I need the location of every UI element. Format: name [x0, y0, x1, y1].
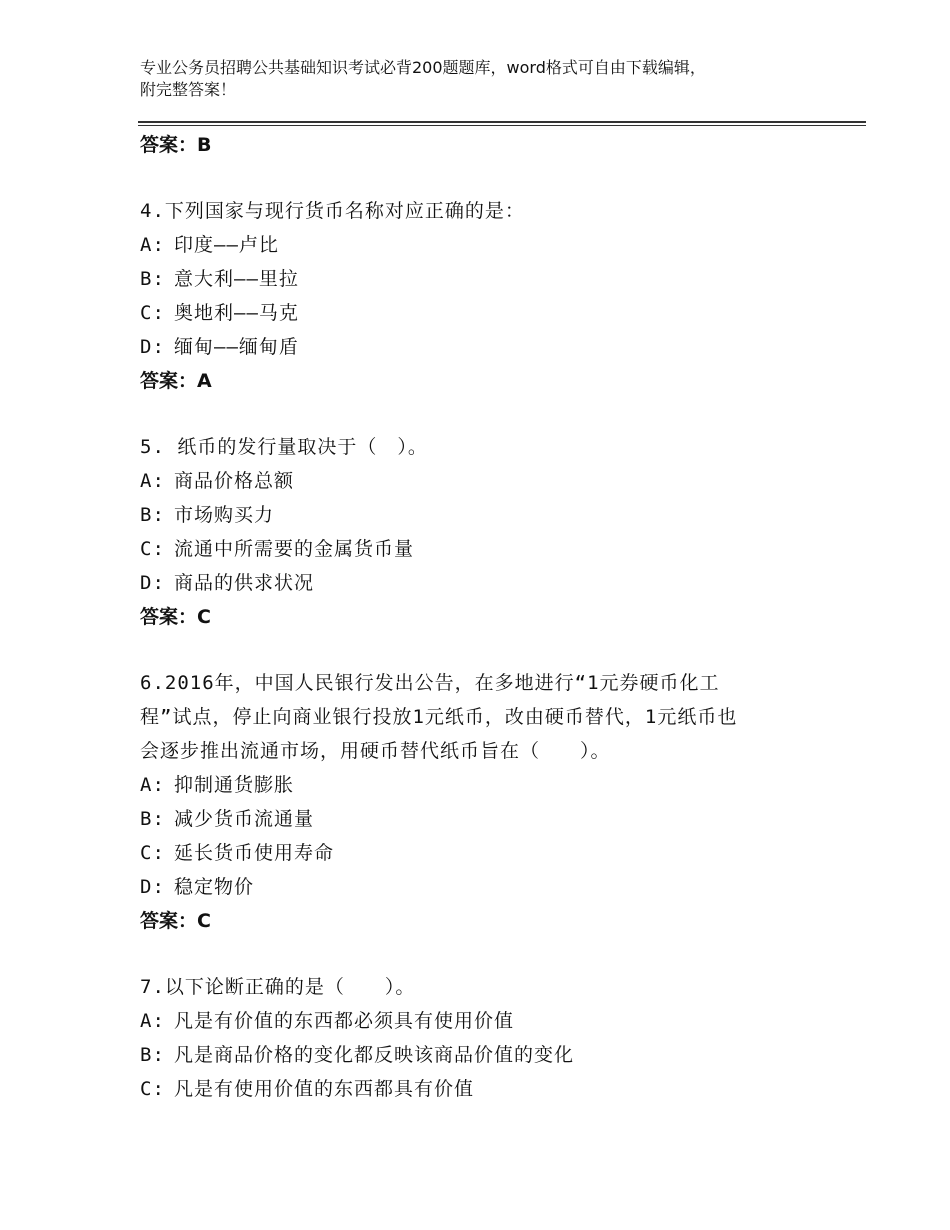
- option-text: 减少货币流通量: [174, 808, 315, 830]
- option-letter: C:: [140, 302, 165, 324]
- option-letter: D:: [140, 876, 165, 898]
- option-d: [140, 870, 840, 904]
- option-b: [140, 262, 840, 296]
- option-c: [140, 532, 840, 566]
- option-text: 市场购买力: [174, 504, 275, 526]
- page-header: [140, 57, 860, 101]
- document-body: [140, 128, 840, 1106]
- option-letter: D:: [140, 572, 165, 594]
- option-letter: C:: [140, 1078, 165, 1100]
- header-rule-thick: [138, 121, 866, 123]
- option-text: 商品价格总额: [174, 470, 295, 492]
- option-a: [140, 228, 840, 262]
- option-c: [140, 1072, 840, 1106]
- option-text: 凡是商品价格的变化都反映该商品价值的变化: [174, 1044, 575, 1066]
- question-7: [140, 970, 840, 1106]
- option-letter: A:: [140, 234, 165, 256]
- option-text: 稳定物价: [174, 876, 255, 898]
- option-a: [140, 464, 840, 498]
- option-text: 意大利——里拉: [174, 268, 299, 290]
- question-text-line-2: 程”试点，停止向商业银行投放1元纸币，改由硬币替代，1元纸币也: [140, 706, 738, 728]
- answer-line: 答案：C: [140, 606, 211, 628]
- option-text: 缅甸——缅甸盾: [174, 336, 299, 358]
- question-6: [140, 666, 840, 938]
- option-text: 商品的供求状况: [174, 572, 315, 594]
- answer-line: 答案：A: [140, 370, 212, 392]
- question-text: 5. 纸币的发行量取决于（ ）。: [140, 436, 428, 458]
- option-text: 凡是有使用价值的东西都具有价值: [174, 1078, 475, 1100]
- question-text: 7.以下论断正确的是（ ）。: [140, 976, 416, 998]
- option-letter: C:: [140, 842, 165, 864]
- option-letter: B:: [140, 1044, 165, 1066]
- option-text: 抑制通货膨胀: [174, 774, 295, 796]
- answer-line: 答案：C: [140, 910, 211, 932]
- option-a: [140, 1004, 840, 1038]
- option-letter: D:: [140, 336, 165, 358]
- option-c: [140, 296, 840, 330]
- question-4: [140, 194, 840, 398]
- option-letter: A:: [140, 470, 165, 492]
- question-text-line-3: 会逐步推出流通市场，用硬币替代纸币旨在（ ）。: [140, 740, 611, 762]
- header-line-1: 专业公务员招聘公共基础知识考试必背200题题库，word格式可自由下载编辑，: [140, 58, 706, 77]
- option-d: [140, 330, 840, 364]
- option-letter: A:: [140, 774, 165, 796]
- option-b: [140, 802, 840, 836]
- option-text: 凡是有价值的东西都必须具有使用价值: [174, 1010, 515, 1032]
- option-letter: B:: [140, 808, 165, 830]
- option-text: 印度——卢比: [174, 234, 279, 256]
- option-b: [140, 1038, 840, 1072]
- question-text-line-1: 6.2016年，中国人民银行发出公告，在多地进行“1元券硬币化工: [140, 672, 720, 694]
- option-d: [140, 566, 840, 600]
- previous-answer: 答案：B: [140, 134, 212, 156]
- option-a: [140, 768, 840, 802]
- header-rule-thin: [138, 125, 866, 126]
- option-c: [140, 836, 840, 870]
- option-letter: A:: [140, 1010, 165, 1032]
- option-letter: B:: [140, 504, 165, 526]
- option-text: 延长货币使用寿命: [174, 842, 335, 864]
- option-b: [140, 498, 840, 532]
- option-text: 奥地利——马克: [174, 302, 299, 324]
- question-text: 4.下列国家与现行货币名称对应正确的是：: [140, 200, 525, 222]
- option-letter: B:: [140, 268, 165, 290]
- question-5: [140, 430, 840, 634]
- option-letter: C:: [140, 538, 165, 560]
- option-text: 流通中所需要的金属货币量: [174, 538, 415, 560]
- header-line-2: 附完整答案！: [140, 80, 237, 99]
